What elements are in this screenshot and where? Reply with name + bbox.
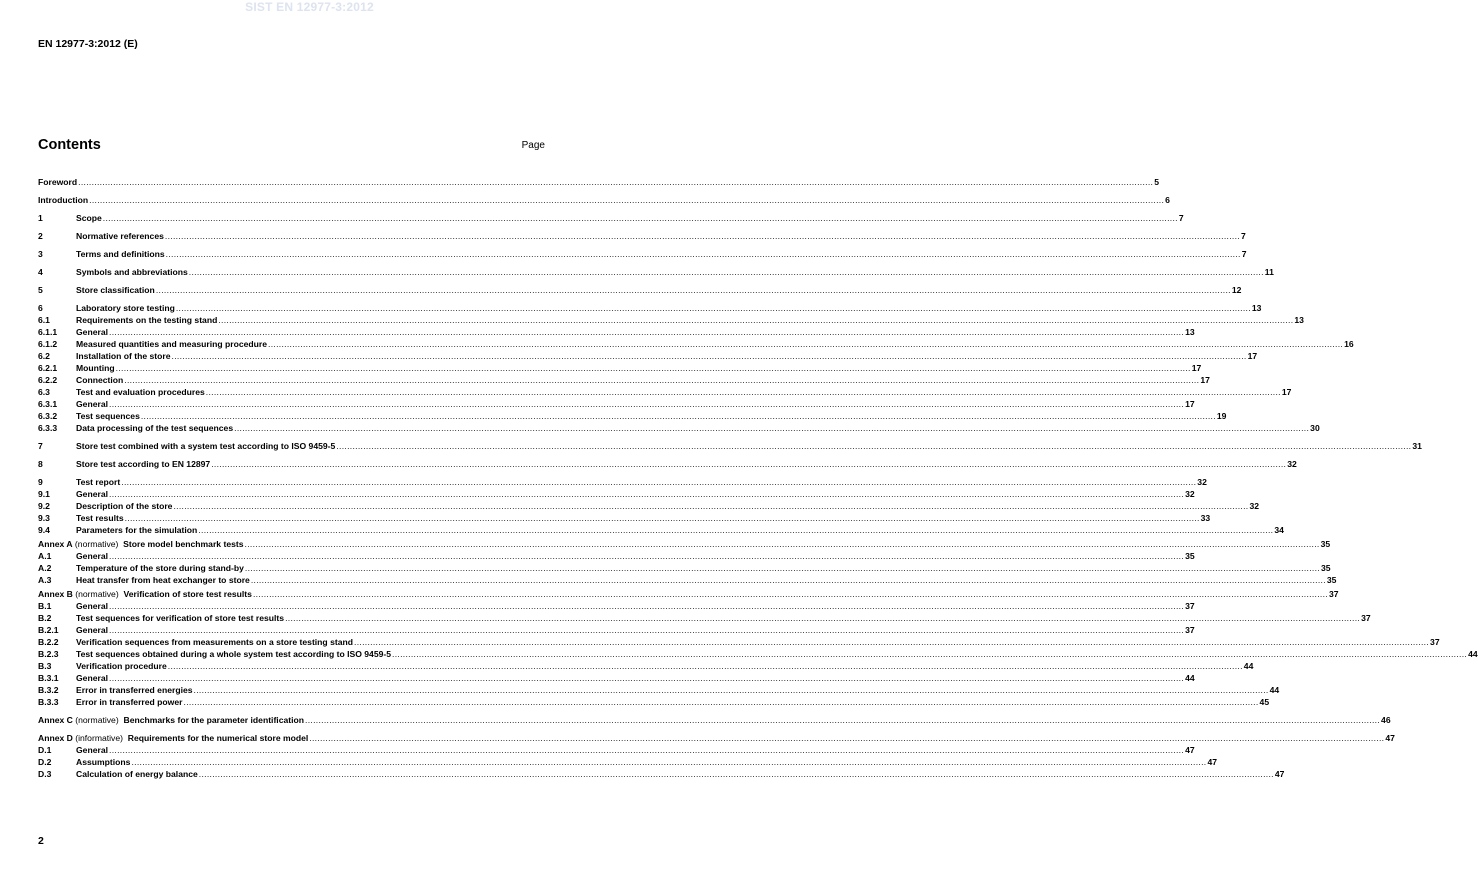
toc-entry-title: Introduction [38,195,89,205]
toc-leader-dots: ................................................................................................................................................................................................................................................................................................................................................................................................................ [109,745,1185,755]
toc-entry-number: B.3.3 [38,697,59,707]
toc-entry[interactable] [38,524,1284,536]
toc-entry-title: General [76,673,109,683]
toc-entry-title: Connection [76,375,124,385]
toc-entry-page: 47 [1274,769,1285,779]
toc-entry-number: 9 [38,477,43,487]
toc-leader-dots: ................................................................................................................................................................................................................................................................................................................................................................................................................ [305,715,1381,725]
toc-entry-number: 5 [38,285,43,295]
toc-entry-number: B.2.2 [38,637,59,647]
toc-entry[interactable] [38,588,1339,600]
toc-entry-title: Test sequences [76,411,140,421]
toc-entry-title: Normative references [76,231,164,241]
toc-entry[interactable] [38,684,1280,696]
toc-entry-number: D.1 [38,745,52,755]
toc-entry-page: 37 [1430,637,1440,647]
toc-entry[interactable] [38,550,1195,562]
toc-entry-number: 6.3.1 [38,399,58,409]
toc-entry-page: 35 [1185,551,1195,561]
toc-entry-number: A.2 [38,563,52,573]
toc-entry-title: General [76,625,109,635]
toc-entry[interactable] [38,284,1242,296]
toc-entry-number: 6.2 [38,351,50,361]
toc-annex-type: (normative) [72,589,124,599]
toc-entry[interactable] [38,248,1247,260]
toc-leader-dots: ................................................................................................................................................................................................................................................................................................................................................................................................................ [109,399,1185,409]
toc-entry-title: Temperature of the store during stand-by [76,563,244,573]
toc-entry-page: 7 [1178,213,1184,223]
toc-entry[interactable] [38,756,1218,768]
toc-entry-page: 33 [1200,513,1211,523]
toc-entry-title: Mounting [76,363,115,373]
toc-leader-dots: ................................................................................................................................................................................................................................................................................................................................................................................................................ [109,601,1185,611]
toc-entry-title: Annex A (normative) Store model benchmark tests [38,539,244,549]
toc-entry[interactable] [38,768,1285,780]
toc-entry-page: 7 [1241,249,1247,259]
toc-entry-number: B.2 [38,613,52,623]
toc-entry-page: 32 [1287,459,1297,469]
toc-entry[interactable] [38,266,1274,278]
toc-entry[interactable] [38,612,1371,624]
toc-entry-title: Requirements on the testing stand [76,315,218,325]
toc-entry-page: 11 [1264,267,1274,277]
toc-entry[interactable] [38,326,1195,338]
toc-leader-dots: ................................................................................................................................................................................................................................................................................................................................................................................................................ [244,563,1320,573]
toc-entry-title: Measured quantities and measuring procedure [76,339,268,349]
toc-entry-page: 44 [1185,673,1195,683]
toc-entry-number: 1 [38,213,43,223]
toc-entry[interactable] [38,458,1297,470]
toc-entry-title: Test report [76,477,121,487]
toc-leader-dots: ................................................................................................................................................................................................................................................................................................................................................................................................................ [250,575,1326,585]
toc-entry-number: B.2.3 [38,649,59,659]
toc-entry-page: 13 [1294,315,1304,325]
toc-entry-number: 4 [38,267,43,277]
toc-entry-page: 32 [1249,501,1260,511]
toc-entry-page: 37 [1361,613,1371,623]
toc-entry-page: 34 [1274,525,1284,535]
toc-entry-title: Calculation of energy balance [76,769,198,779]
toc-entry-number: 2 [38,231,43,241]
toc-entry[interactable] [38,672,1195,684]
toc-leader-dots: ................................................................................................................................................................................................................................................................................................................................................................................................................ [155,285,1231,295]
toc-leader-dots: ................................................................................................................................................................................................................................................................................................................................................................................................................ [165,249,1241,259]
toc-entry-page: 47 [1185,745,1195,755]
toc-leader-dots: ................................................................................................................................................................................................................................................................................................................................................................................................................ [124,513,1200,523]
toc-entry-title: General [76,551,109,561]
toc-entry-title: Laboratory store testing [76,303,175,313]
toc-entry[interactable] [38,212,1184,224]
toc-leader-dots: ................................................................................................................................................................................................................................................................................................................................................................................................................ [171,351,1247,361]
toc-entry-title: Test sequences for verification of store test results [76,613,285,623]
toc-entry-page: 45 [1259,697,1270,707]
toc-entry-page: 12 [1231,285,1242,295]
toc-entry[interactable] [38,386,1292,398]
toc-leader-dots: ................................................................................................................................................................................................................................................................................................................................................................................................................ [336,441,1412,451]
toc-entry-title: Symbols and abbreviations [76,267,188,277]
toc-entry-page: 17 [1185,399,1195,409]
toc-leader-dots: ................................................................................................................................................................................................................................................................................................................................................................................................................ [102,213,1178,223]
toc-leader-dots: ................................................................................................................................................................................................................................................................................................................................................................................................................ [109,551,1185,561]
toc-entry-number: B.3 [38,661,52,671]
toc-entry[interactable] [38,398,1195,410]
toc-entry-page: 35 [1320,563,1331,573]
toc-leader-dots: ................................................................................................................................................................................................................................................................................................................................................................................................................ [164,231,1240,241]
toc-entry[interactable] [38,744,1195,756]
toc-entry-title: Verification procedure [76,661,167,671]
toc-entry[interactable] [38,314,1304,326]
toc-entry-number: B.3.2 [38,685,59,695]
toc-leader-dots: ................................................................................................................................................................................................................................................................................................................................................................................................................ [309,733,1385,743]
toc-entry-number: 7 [38,441,43,451]
toc-entry-title: Test results [76,513,124,523]
toc-entry-page: 7 [1240,231,1246,241]
toc-leader-dots: ................................................................................................................................................................................................................................................................................................................................................................................................................ [211,459,1287,469]
toc-leader-dots: ................................................................................................................................................................................................................................................................................................................................................................................................................ [188,267,1264,277]
toc-entry-page: 44 [1468,649,1478,659]
toc-leader-dots: ................................................................................................................................................................................................................................................................................................................................................................................................................ [234,423,1310,433]
toc-leader-dots: ................................................................................................................................................................................................................................................................................................................................................................................................................ [140,411,1216,421]
toc-leader-dots: ................................................................................................................................................................................................................................................................................................................................................................................................................ [121,477,1197,487]
toc-entry-title: Annex D (informative) Requirements for the numerical store model [38,733,309,743]
page-title: Contents [38,137,101,153]
toc-entry-number: 9.2 [38,501,50,511]
toc-entry-page: 30 [1310,423,1320,433]
toc-entry-title: Description of the store [76,501,173,511]
toc-leader-dots: ................................................................................................................................................................................................................................................................................................................................................................................................................ [193,685,1269,695]
toc-entry-number: 6.2.1 [38,363,58,373]
toc-entry-number: B.1 [38,601,52,611]
toc-leader-dots: ................................................................................................................................................................................................................................................................................................................................................................................................................ [173,501,1249,511]
toc-entry-page: 17 [1281,387,1292,397]
toc-entry-page: 32 [1185,489,1195,499]
toc-entry[interactable] [38,624,1195,636]
toc-leader-dots: ................................................................................................................................................................................................................................................................................................................................................................................................................ [244,539,1320,549]
toc-entry[interactable] [38,362,1202,374]
toc-entry[interactable] [38,440,1422,452]
toc-entry-title: General [76,745,109,755]
toc-leader-dots: ................................................................................................................................................................................................................................................................................................................................................................................................................ [183,697,1259,707]
toc-entry-title: Test and evaluation procedures [76,387,205,397]
toc-entry-page: 47 [1207,757,1218,767]
toc-entry[interactable] [38,488,1195,500]
toc-leader-dots: ................................................................................................................................................................................................................................................................................................................................................................................................................ [268,339,1344,349]
toc-entry-number: 3 [38,249,43,259]
toc-leader-dots: ................................................................................................................................................................................................................................................................................................................................................................................................................ [89,195,1165,205]
toc-entry-title: Store test according to EN 12897 [76,459,211,469]
toc-entry-title: Terms and definitions [76,249,165,259]
toc-entry-title: Error in transferred energies [76,685,193,695]
toc-leader-dots: ................................................................................................................................................................................................................................................................................................................................................................................................................ [354,637,1430,647]
toc-entry-page: 32 [1197,477,1207,487]
toc-entry[interactable] [38,538,1331,550]
toc-entry-number: D.2 [38,757,52,767]
toc-leader-dots: ................................................................................................................................................................................................................................................................................................................................................................................................................ [218,315,1294,325]
toc-entry-page: 13 [1185,327,1195,337]
toc-entry[interactable] [38,410,1227,422]
watermark: SIST EN 12977-3:2012 [245,0,374,14]
toc-entry-number: B.3.1 [38,673,59,683]
toc-entry[interactable] [38,732,1395,744]
toc-leader-dots: ................................................................................................................................................................................................................................................................................................................................................................................................................ [109,673,1185,683]
toc-entry-number: A.3 [38,575,52,585]
toc-entry-title: Foreword [38,177,78,187]
toc-entry-title: Store classification [76,285,155,295]
toc-entry[interactable] [38,714,1391,726]
toc-entry-number: 9.1 [38,489,50,499]
toc-leader-dots: ................................................................................................................................................................................................................................................................................................................................................................................................................ [78,177,1154,187]
toc-annex-type: (normative) [72,539,124,549]
toc-entry[interactable] [38,636,1440,648]
toc-leader-dots: ................................................................................................................................................................................................................................................................................................................................................................................................................ [109,489,1185,499]
toc-entry[interactable] [38,600,1195,612]
toc-entry-page: 6 [1165,195,1170,205]
toc-entry[interactable] [38,302,1262,314]
toc-entry-page: 47 [1385,733,1395,743]
toc-entry-title: Parameters for the simulation [76,525,198,535]
toc-leader-dots: ................................................................................................................................................................................................................................................................................................................................................................................................................ [252,589,1328,599]
toc-entry-title: Error in transferred power [76,697,183,707]
toc-entry[interactable] [38,230,1246,242]
toc-entry[interactable] [38,176,1159,188]
toc-entry[interactable] [38,350,1258,362]
toc-entry-number: 9.4 [38,525,50,535]
toc-entry-page: 37 [1329,589,1339,599]
toc-entry-title: Annex C (normative) Benchmarks for the parameter identification [38,715,304,725]
toc-entry-number: 6.3.2 [38,411,58,421]
toc-leader-dots: ................................................................................................................................................................................................................................................................................................................................................................................................................ [115,363,1191,373]
toc-entry-number: 8 [38,459,43,469]
toc-entry-title: General [76,601,109,611]
toc-entry-number: D.3 [38,769,52,779]
table-of-contents [38,176,1478,780]
toc-leader-dots: ................................................................................................................................................................................................................................................................................................................................................................................................................ [167,661,1243,671]
toc-entry-page: 46 [1381,715,1391,725]
toc-entry-number: 6.3.3 [38,423,58,433]
toc-annex-type: (informative) [72,733,128,743]
toc-entry-page: 13 [1251,303,1262,313]
toc-entry[interactable] [38,660,1254,672]
toc-entry[interactable] [38,696,1270,708]
toc-entry-number: 6 [38,303,43,313]
toc-entry-title: Heat transfer from heat exchanger to store [76,575,250,585]
toc-entry-title: General [76,327,109,337]
toc-entry[interactable] [38,476,1207,488]
toc-entry-title: Scope [76,213,102,223]
toc-leader-dots: ................................................................................................................................................................................................................................................................................................................................................................................................................ [198,769,1274,779]
toc-entry-page: 17 [1247,351,1258,361]
toc-leader-dots: ................................................................................................................................................................................................................................................................................................................................................................................................................ [175,303,1251,313]
toc-entry[interactable] [38,648,1478,660]
toc-entry-title: Store test combined with a system test according to ISO 9459-5 [76,441,336,451]
toc-entry-number: 6.3 [38,387,50,397]
toc-entry-number: A.1 [38,551,52,561]
footer-page-number: 2 [38,835,44,847]
toc-entry-page: 35 [1326,575,1337,585]
toc-entry-page: 19 [1216,411,1227,421]
toc-entry-page: 37 [1185,601,1195,611]
document-id: EN 12977-3:2012 (E) [38,38,138,50]
toc-entry-page: 16 [1344,339,1354,349]
toc-annex-type: (normative) [72,715,124,725]
toc-entry-number: 9.3 [38,513,50,523]
page-column-label: Page [521,140,545,151]
toc-leader-dots: ................................................................................................................................................................................................................................................................................................................................................................................................................ [131,757,1207,767]
toc-entry-title: Annex B (normative) Verification of store test results [38,589,252,599]
toc-entry-title: Test sequences obtained during a whole system test according to ISO 9459-5 [76,649,392,659]
toc-entry-title: Verification sequences from measurements on a store testing stand [76,637,353,647]
toc-entry-page: 31 [1412,441,1422,451]
toc-entry[interactable] [38,500,1260,512]
toc-entry-number: 6.2.2 [38,375,58,385]
toc-entry-page: 37 [1185,625,1195,635]
toc-entry[interactable] [38,338,1354,350]
toc-entry-number: 6.1.1 [38,327,58,337]
toc-entry[interactable] [38,194,1170,206]
toc-entry-title: Data processing of the test sequences [76,423,234,433]
toc-entry-page: 44 [1269,685,1280,695]
toc-leader-dots: ................................................................................................................................................................................................................................................................................................................................................................................................................ [392,649,1468,659]
toc-entry-page: 44 [1243,661,1254,671]
toc-entry[interactable] [38,562,1331,574]
toc-entry[interactable] [38,422,1320,434]
toc-leader-dots: ................................................................................................................................................................................................................................................................................................................................................................................................................ [109,625,1185,635]
toc-entry-number: 6.1 [38,315,50,325]
toc-entry-page: 17 [1200,375,1210,385]
toc-entry-number: 6.1.2 [38,339,58,349]
toc-entry[interactable] [38,512,1211,524]
toc-leader-dots: ................................................................................................................................................................................................................................................................................................................................................................................................................ [205,387,1281,397]
toc-entry-page: 17 [1191,363,1202,373]
toc-entry-title: Assumptions [76,757,131,767]
toc-entry[interactable] [38,574,1337,586]
toc-entry-title: General [76,489,109,499]
toc-entry[interactable] [38,374,1210,386]
toc-entry-title: Installation of the store [76,351,171,361]
toc-entry-number: B.2.1 [38,625,59,635]
toc-entry-page: 5 [1154,177,1159,187]
toc-leader-dots: ................................................................................................................................................................................................................................................................................................................................................................................................................ [109,327,1185,337]
toc-leader-dots: ................................................................................................................................................................................................................................................................................................................................................................................................................ [124,375,1200,385]
toc-entry-page: 35 [1320,539,1331,549]
toc-entry-title: General [76,399,109,409]
toc-leader-dots: ................................................................................................................................................................................................................................................................................................................................................................................................................ [198,525,1274,535]
toc-leader-dots: ................................................................................................................................................................................................................................................................................................................................................................................................................ [285,613,1361,623]
